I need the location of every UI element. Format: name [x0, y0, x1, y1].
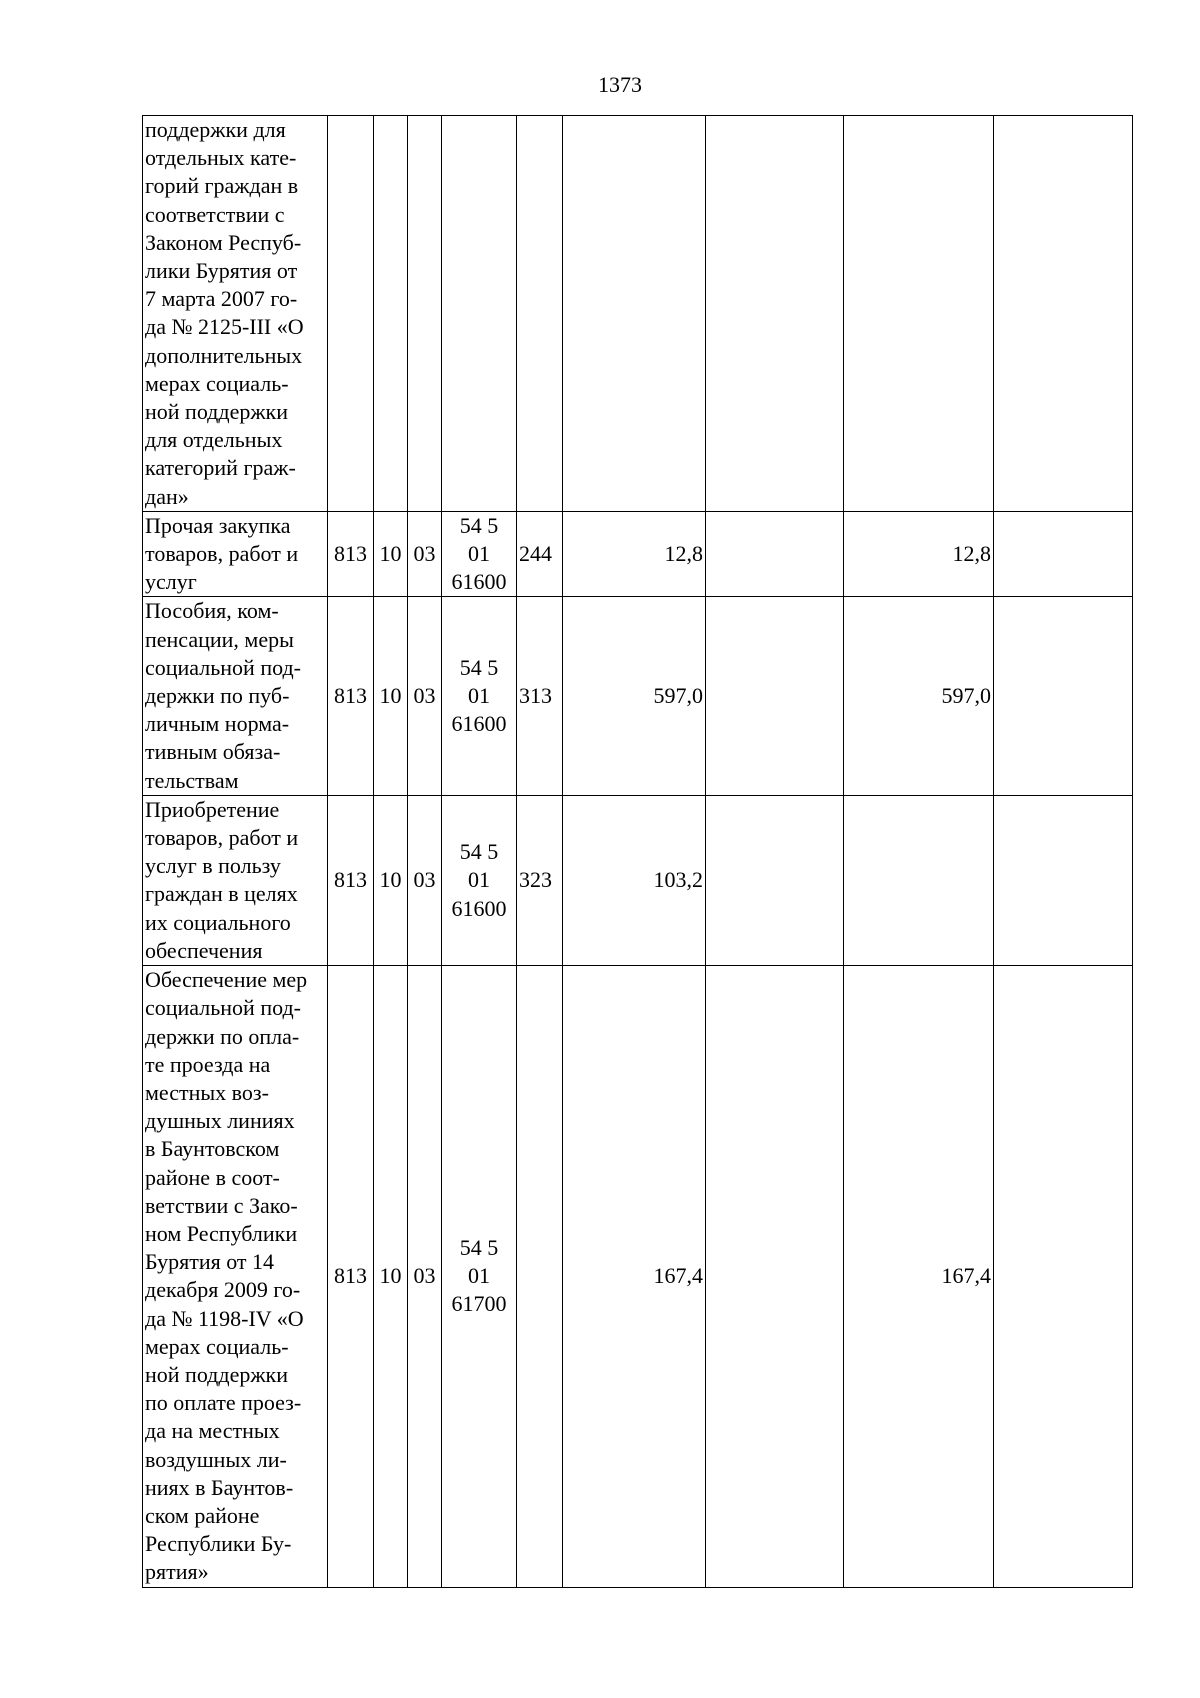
- table-row: [143, 511, 1133, 597]
- target-item-line: 01: [468, 683, 490, 709]
- item-name-line: социальной под-: [145, 654, 301, 680]
- item-name-cell: [143, 966, 328, 1587]
- target-item-line: 54 5: [459, 839, 499, 865]
- item-name-line: дополнительных: [145, 342, 303, 368]
- subsection-code-cell: 03: [408, 511, 442, 597]
- empty-last-cell: [994, 795, 1133, 965]
- table-row: [143, 795, 1133, 965]
- section-code-cell: 10: [374, 511, 408, 597]
- item-name-line: для отдельных: [145, 427, 283, 453]
- item-name-line: товаров, работ и: [145, 541, 299, 567]
- item-name-line: да № 2125-III «О: [145, 314, 304, 340]
- target-item-line: 61600: [451, 895, 507, 921]
- ministry-code-cell: 813: [328, 597, 374, 795]
- empty-amount-cell: [706, 597, 844, 795]
- item-name-line: местных воз-: [145, 1079, 269, 1105]
- target-item-line: 54 5: [459, 654, 499, 680]
- target-item-line: 61600: [451, 711, 507, 737]
- target-item-line: 61600: [451, 569, 507, 595]
- expense-type-cell: 323: [517, 795, 563, 965]
- amount-second-cell: [844, 795, 994, 965]
- item-name-line: да на местных: [145, 1418, 280, 1444]
- item-name-line: районе в соот-: [145, 1164, 280, 1190]
- table-row: [143, 116, 1133, 512]
- ministry-code-cell: 813: [328, 966, 374, 1587]
- target-item-cell: [442, 795, 517, 965]
- target-item-cell: [442, 511, 517, 597]
- subsection-code-cell: [408, 116, 442, 512]
- item-name-line: ном Республики: [145, 1220, 298, 1246]
- item-name-cell: [143, 511, 328, 597]
- subsection-code-cell: 03: [408, 597, 442, 795]
- empty-last-cell: [994, 511, 1133, 597]
- item-name-line: соответствии с: [145, 201, 285, 227]
- amount-cell: 12,8: [563, 511, 706, 597]
- target-item-cell: [442, 597, 517, 795]
- item-name-line: мерах социаль-: [145, 370, 289, 396]
- target-item-cell: [442, 116, 517, 512]
- item-name-line: обеспечения: [145, 937, 263, 963]
- item-name-line: услуг в пользу: [145, 853, 281, 879]
- item-name-line: тельствам: [145, 767, 239, 793]
- amount-cell: 597,0: [563, 597, 706, 795]
- item-name-line: Пособия, ком-: [145, 598, 279, 624]
- empty-last-cell: [994, 116, 1133, 512]
- item-name-line: социальной под-: [145, 995, 301, 1021]
- item-name-line: рятия»: [145, 1559, 209, 1585]
- item-name-line: Обеспечение мер: [145, 967, 308, 993]
- item-name-line: лики Бурятия от: [145, 258, 298, 284]
- item-name-line: дан»: [145, 483, 189, 509]
- empty-amount-cell: [706, 966, 844, 1587]
- empty-last-cell: [994, 597, 1133, 795]
- section-code-cell: 10: [374, 966, 408, 1587]
- item-name-line: Прочая закупка: [145, 512, 291, 538]
- item-name-line: декабря 2009 го-: [145, 1277, 301, 1303]
- item-name-cell: [143, 597, 328, 795]
- target-item-line: 61700: [451, 1291, 507, 1317]
- amount-second-cell: 12,8: [844, 511, 994, 597]
- table-row: [143, 966, 1133, 1587]
- item-name-cell: [143, 795, 328, 965]
- item-name-line: в Баунтовском: [145, 1136, 280, 1162]
- item-name-line: Законом Респуб-: [145, 229, 302, 255]
- item-name-line: ниях в Баунтов-: [145, 1474, 294, 1500]
- item-name-line: Республики Бу-: [145, 1531, 292, 1557]
- item-name-line: по оплате проез-: [145, 1390, 302, 1416]
- subsection-code-cell: 03: [408, 966, 442, 1587]
- item-name-line: те проезда на: [145, 1051, 271, 1077]
- item-name-line: ском районе: [145, 1502, 260, 1528]
- subsection-code-cell: 03: [408, 795, 442, 965]
- item-name-line: ветствии с Зако-: [145, 1192, 298, 1218]
- item-name-line: пенсации, меры: [145, 626, 294, 652]
- section-code-cell: 10: [374, 795, 408, 965]
- target-item-line: 01: [468, 1263, 490, 1289]
- amount-second-cell: 167,4: [844, 966, 994, 1587]
- item-name-line: категорий граж-: [145, 455, 296, 481]
- empty-amount-cell: [706, 511, 844, 597]
- item-name-line: воздушных ли-: [145, 1446, 287, 1472]
- item-name-line: граждан в целях: [145, 881, 298, 907]
- ministry-code-cell: [328, 116, 374, 512]
- ministry-code-cell: 813: [328, 795, 374, 965]
- target-item-cell: [442, 966, 517, 1587]
- item-name-line: их социального: [145, 909, 291, 935]
- page-number: 1373: [598, 72, 642, 97]
- expense-type-cell: 313: [517, 597, 563, 795]
- item-name-line: отдельных кате-: [145, 145, 297, 171]
- amount-second-cell: [844, 116, 994, 512]
- expense-type-cell: [517, 966, 563, 1587]
- target-item-line: 54 5: [459, 1235, 499, 1261]
- item-name-cell: [143, 116, 328, 512]
- ministry-code-cell: 813: [328, 511, 374, 597]
- item-name-line: держки по пуб-: [145, 683, 290, 709]
- item-name-line: товаров, работ и: [145, 825, 299, 851]
- item-name-line: тивным обяза-: [145, 739, 281, 765]
- amount-cell: 167,4: [563, 966, 706, 1587]
- empty-amount-cell: [706, 795, 844, 965]
- budget-table: [142, 115, 1133, 1588]
- item-name-line: держки по опла-: [145, 1023, 300, 1049]
- item-name-line: Бурятия от 14: [145, 1249, 275, 1275]
- item-name-line: поддержки для: [145, 117, 286, 142]
- item-name-line: личным норма-: [145, 711, 290, 737]
- item-name-line: да № 1198-IV «О: [145, 1305, 304, 1331]
- amount-second-cell: 597,0: [844, 597, 994, 795]
- section-code-cell: [374, 116, 408, 512]
- item-name-line: ной поддержки: [145, 1361, 288, 1387]
- section-code-cell: 10: [374, 597, 408, 795]
- empty-amount-cell: [706, 116, 844, 512]
- item-name-line: мерах социаль-: [145, 1333, 289, 1359]
- expense-type-cell: [517, 116, 563, 512]
- item-name-line: услуг: [145, 569, 197, 595]
- item-name-line: Приобретение: [145, 796, 280, 822]
- table-body: [143, 116, 1133, 1588]
- target-item-line: 01: [468, 867, 490, 893]
- item-name-line: душных линиях: [145, 1108, 295, 1134]
- target-item-line: 54 5: [459, 512, 499, 538]
- amount-cell: 103,2: [563, 795, 706, 965]
- empty-last-cell: [994, 966, 1133, 1587]
- expense-type-cell: 244: [517, 511, 563, 597]
- item-name-line: ной поддержки: [145, 399, 288, 425]
- target-item-line: 01: [468, 541, 490, 567]
- item-name-line: горий граждан в: [145, 173, 299, 199]
- item-name-line: 7 марта 2007 го-: [145, 286, 298, 312]
- table-row: [143, 597, 1133, 795]
- amount-cell: [563, 116, 706, 512]
